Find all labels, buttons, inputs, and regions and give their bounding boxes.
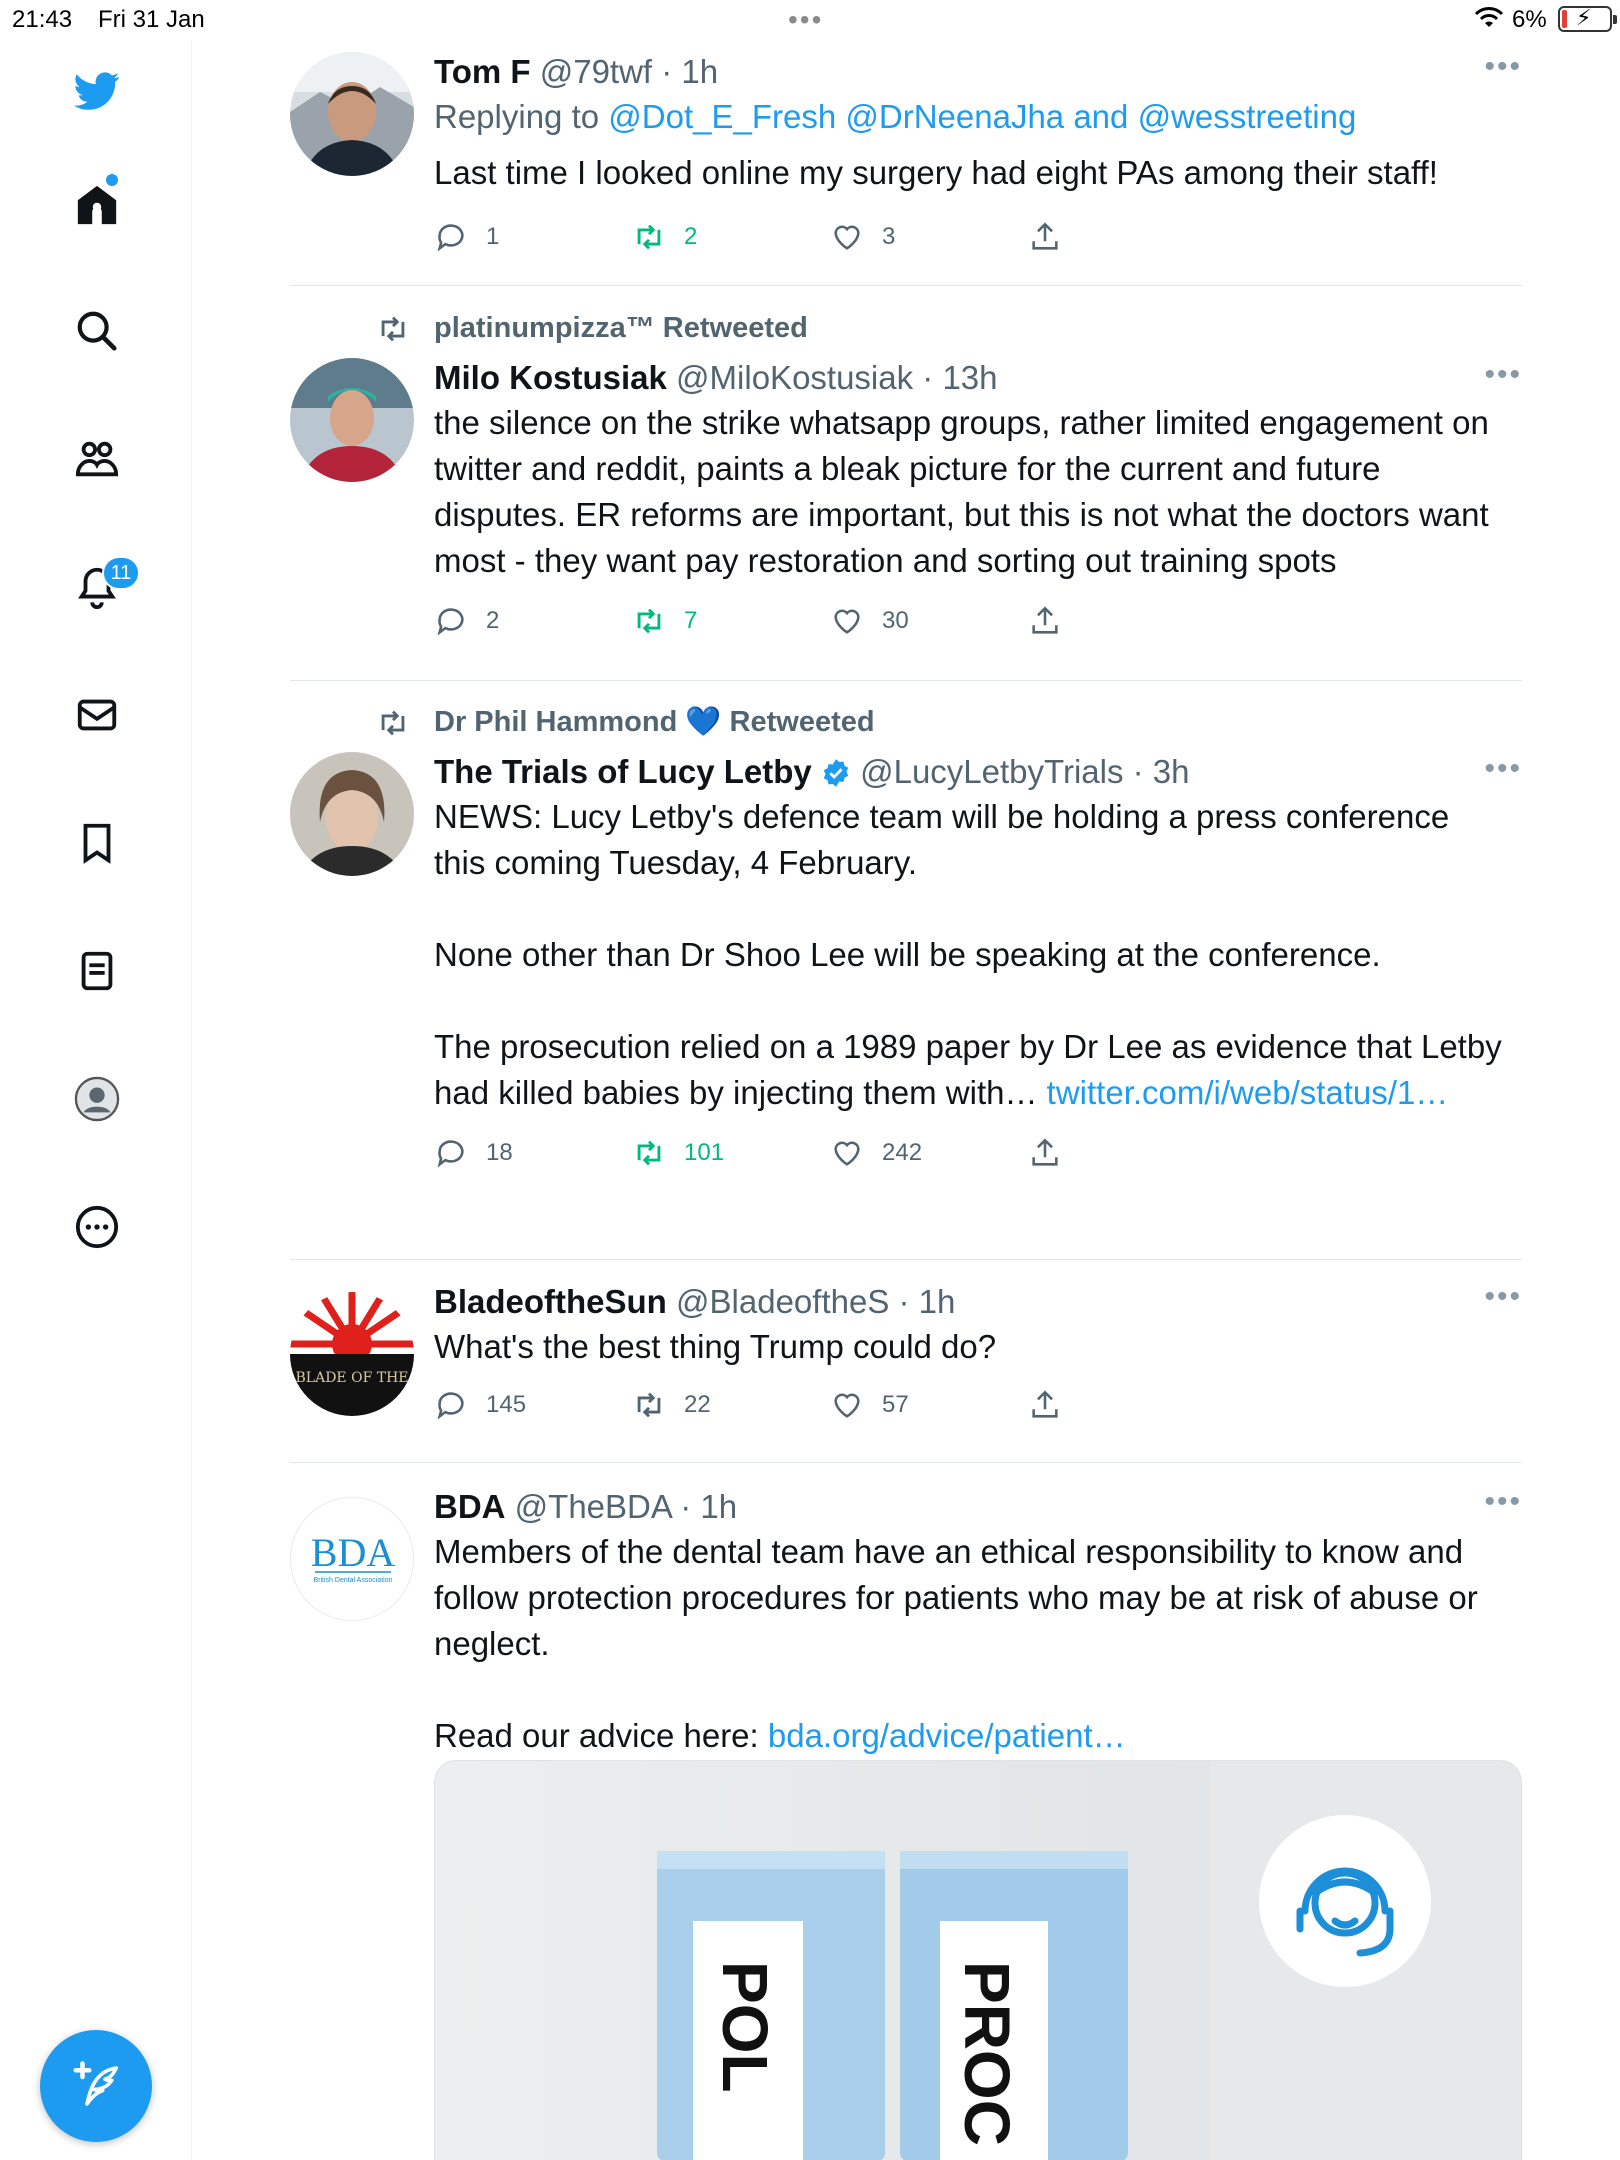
author-handle[interactable]: @LucyLetbyTrials <box>860 753 1124 790</box>
reply-button[interactable] <box>434 1128 513 1178</box>
author-handle[interactable]: @MiloKostusiak <box>676 359 914 396</box>
retweet-count: 7 <box>684 607 698 634</box>
tweet-text-body: NEWS: Lucy Letby's defence team will be holding a press conference this coming Tuesday, 4 February. None other than Dr Shoo Lee will be speaking at the conference. The prosecution relied on a 1989 paper by Dr Lee as evidence that Letby had killed babies by injecting them with… <box>434 798 1502 1111</box>
battery-percent: 6% <box>1512 6 1547 33</box>
avatar-text: BLADE OF THE <box>295 1370 409 1386</box>
reply-icon <box>434 1388 468 1422</box>
avatar[interactable] <box>290 1292 414 1416</box>
mention-link[interactable]: @Dot_E_Fresh <box>608 98 837 135</box>
verified-badge-icon <box>821 758 851 788</box>
retweeted-by-name: Dr Phil Hammond <box>434 705 678 738</box>
share-button[interactable] <box>1028 212 1080 262</box>
profile-icon[interactable] <box>72 1074 122 1124</box>
more-icon[interactable] <box>72 1202 122 1252</box>
retweet-icon <box>632 604 666 638</box>
share-icon <box>1028 1136 1062 1170</box>
like-button[interactable] <box>830 1380 909 1430</box>
avatar[interactable] <box>290 358 414 482</box>
tweet-header: BladeoftheSun @BladeoftheS · 1h <box>434 1283 956 1320</box>
retweet-count: 2 <box>684 223 698 250</box>
like-count: 57 <box>882 1391 909 1418</box>
home-unread-dot <box>106 174 118 186</box>
lists-icon[interactable] <box>72 946 122 996</box>
status-date: Fri 31 Jan <box>98 6 205 33</box>
tweet-time[interactable]: 13h <box>942 359 998 396</box>
binder-label-2: PROC <box>951 1961 1023 2146</box>
heart-icon <box>830 1388 864 1422</box>
compose-tweet-button[interactable] <box>40 2030 152 2142</box>
retweet-button[interactable] <box>632 212 697 262</box>
tweet-header: Tom F @79twf · 1h <box>434 53 719 90</box>
tweet-divider <box>290 680 1522 681</box>
tweet-content <box>434 1280 1504 1430</box>
search-icon[interactable] <box>72 306 122 356</box>
tweet-body <box>434 308 1504 348</box>
tweet-body <box>434 50 1504 262</box>
author-handle[interactable]: @79twf <box>539 53 653 90</box>
reply-button[interactable] <box>434 1380 526 1430</box>
tweet-actions <box>434 1380 1334 1430</box>
reply-icon <box>434 1136 468 1170</box>
reply-icon <box>434 220 468 254</box>
mention-link[interactable]: @DrNeenaJha <box>845 98 1065 135</box>
tweet-text-body: Members of the dental team have an ethical responsibility to know and follow protection procedures for patients who may be at risk of abuse or neglect. Read our advice here: <box>434 1533 1478 1754</box>
author-handle[interactable]: @BladeoftheS <box>676 1283 890 1320</box>
reply-icon <box>434 604 468 638</box>
messages-icon[interactable] <box>72 690 122 740</box>
avatar[interactable] <box>290 52 414 176</box>
like-button[interactable] <box>830 212 895 262</box>
mention-link[interactable]: @wesstreeting <box>1137 98 1357 135</box>
tweet-more-icon[interactable]: ••• <box>1484 1485 1522 1518</box>
tweet-text <box>434 794 1504 1116</box>
status-bar <box>0 0 1620 40</box>
tweet-more-icon[interactable]: ••• <box>1484 1280 1522 1313</box>
share-icon <box>1028 604 1062 638</box>
bda-logo-subtitle: British Dental Association <box>313 1577 393 1584</box>
retweeted-by[interactable] <box>434 702 1504 742</box>
communities-icon[interactable] <box>72 434 122 484</box>
retweet-count: 22 <box>684 1391 711 1418</box>
tweet[interactable] <box>290 308 1522 708</box>
tweet[interactable] <box>290 50 1522 280</box>
tweet-time[interactable]: 3h <box>1152 753 1190 790</box>
tweet-text <box>434 1529 1504 1759</box>
retweeted-by-label: platinumpizza™ Retweeted <box>434 311 808 344</box>
and-word: and <box>1064 98 1138 135</box>
retweeted-by[interactable] <box>434 308 1504 348</box>
avatar[interactable] <box>290 1497 414 1621</box>
reply-count: 2 <box>486 607 500 634</box>
multitasking-dots[interactable]: ••• <box>788 4 824 35</box>
tweet-link[interactable]: bda.org/advice/patient… <box>767 1717 1126 1754</box>
tweet-more-icon[interactable]: ••• <box>1484 50 1522 83</box>
sidebar-nav <box>0 40 192 2160</box>
share-button[interactable] <box>1028 596 1080 646</box>
share-icon <box>1028 1388 1062 1422</box>
wifi-icon <box>1474 6 1504 30</box>
like-count: 242 <box>882 1139 923 1166</box>
bda-logo-text: BDA <box>310 1530 396 1575</box>
retweeted-suffix: Retweeted <box>729 705 875 738</box>
tweet-header: BDA @TheBDA · 1h <box>434 1488 738 1525</box>
reply-button[interactable] <box>434 212 499 262</box>
tweet-content <box>434 1485 1504 1759</box>
heart-icon <box>830 604 864 638</box>
reply-count: 145 <box>486 1391 527 1418</box>
tweet[interactable] <box>290 702 1522 1282</box>
author-name[interactable]: BladeoftheSun <box>434 1283 667 1320</box>
retweet-icon <box>632 1388 666 1422</box>
tweet-content <box>434 750 1504 1178</box>
tweet-time[interactable]: 1h <box>918 1283 956 1320</box>
retweet-icon <box>632 1136 666 1170</box>
retweet-button[interactable] <box>632 1380 711 1430</box>
tweet-actions <box>434 1128 1334 1178</box>
home-icon[interactable] <box>72 180 122 230</box>
tweet-time[interactable]: 1h <box>681 53 719 90</box>
retweet-icon <box>632 220 666 254</box>
retweet-indicator-icon <box>374 312 412 346</box>
reply-count: 1 <box>486 223 500 250</box>
author-handle[interactable]: @TheBDA <box>514 1488 672 1525</box>
bookmarks-icon[interactable] <box>72 818 122 868</box>
like-count: 3 <box>882 223 896 250</box>
tweet-text: Last time I looked online my surgery had eight PAs among their staff! <box>434 154 1438 191</box>
tweet-actions <box>434 596 1334 646</box>
reply-button[interactable] <box>434 596 499 646</box>
tweet-more-icon[interactable]: ••• <box>1484 752 1522 785</box>
retweet-button[interactable] <box>632 1128 724 1178</box>
replying-to-label: Replying to <box>434 98 609 135</box>
author-name[interactable]: Tom F <box>434 53 531 90</box>
tweet-divider <box>290 1259 1522 1260</box>
tweet-actions <box>434 212 1334 262</box>
share-icon <box>1028 220 1062 254</box>
retweet-indicator-icon <box>374 706 412 740</box>
tweet-time[interactable]: 1h <box>700 1488 738 1525</box>
tweet-text: the silence on the strike whatsapp groups, rather limited engagement on twitter and reddit, paints a bleak picture for the current and future disputes. ER reforms are important, but this is not what the doctors want most - they want pay restoration and sorting out training spots <box>434 404 1498 579</box>
twitter-logo-icon[interactable] <box>72 66 122 116</box>
tweet-media-image[interactable] <box>434 1760 1522 2160</box>
tweet[interactable] <box>290 1485 1522 2160</box>
battery-icon: ⚡ <box>1558 6 1612 32</box>
tweet-header: The Trials of Lucy Letby @LucyLetbyTrials · 3h <box>434 753 1190 790</box>
tweet-text: What's the best thing Trump could do? <box>434 1328 997 1365</box>
share-button[interactable] <box>1028 1380 1080 1430</box>
tweet-content <box>434 356 1504 646</box>
like-button[interactable] <box>830 1128 922 1178</box>
binder-label-1: POL <box>709 1961 781 2093</box>
feather-plus-icon <box>69 2059 123 2113</box>
avatar[interactable] <box>290 752 414 876</box>
reply-count: 18 <box>486 1139 513 1166</box>
heart-icon <box>830 1136 864 1170</box>
notifications-badge: 11 <box>102 556 140 590</box>
tweet-body <box>434 702 1504 742</box>
author-name[interactable]: Milo Kostusiak <box>434 359 667 396</box>
status-time: 21:43 <box>12 6 73 33</box>
like-count: 30 <box>882 607 909 634</box>
replying-to <box>434 94 1504 140</box>
tweet-divider <box>290 285 1522 286</box>
share-button[interactable] <box>1028 1128 1080 1178</box>
author-name[interactable]: BDA <box>434 1488 506 1525</box>
blue-heart-emoji: 💙 <box>685 706 722 738</box>
retweet-count: 101 <box>684 1139 725 1166</box>
author-name[interactable]: The Trials of Lucy Letby <box>434 753 812 790</box>
like-button[interactable] <box>830 596 909 646</box>
tweet-divider <box>290 1462 1522 1463</box>
retweet-button[interactable] <box>632 596 697 646</box>
tweet-header: Milo Kostusiak @MiloKostusiak · 13h <box>434 359 998 396</box>
tweet-link[interactable]: twitter.com/i/web/status/1… <box>1046 1074 1449 1111</box>
tweet[interactable] <box>290 1280 1522 1490</box>
heart-icon <box>830 220 864 254</box>
tweet-more-icon[interactable]: ••• <box>1484 358 1522 391</box>
